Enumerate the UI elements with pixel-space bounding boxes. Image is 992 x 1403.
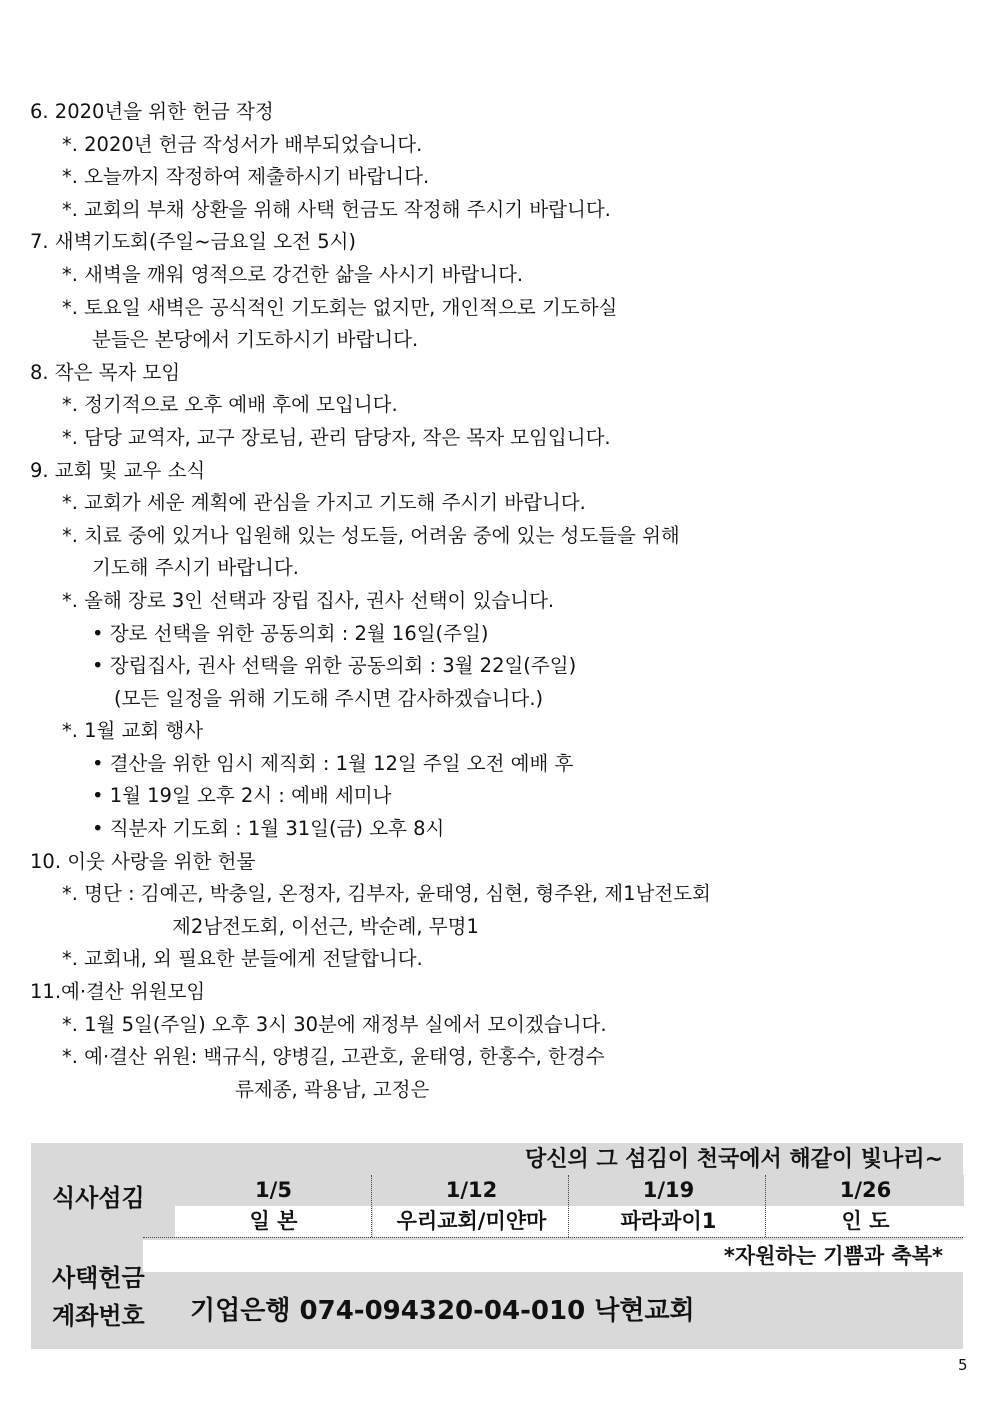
section-heading: 10. 이웃 사랑을 위한 헌물 xyxy=(30,849,256,873)
section-heading: 7. 새벽기도회(주일~금요일 오전 5시) xyxy=(30,230,357,254)
announcement-line: *. 정기적으로 오후 예배 후에 모입니다. xyxy=(62,393,398,417)
announcement-line: • 결산을 위한 임시 제직회 : 1월 12일 주일 오전 예배 후 xyxy=(92,751,574,775)
announcement-line: *. 1월 5일(주일) 오후 3시 30분에 재정부 실에서 모이겠습니다. xyxy=(62,1012,607,1036)
section-heading: 8. 작은 목자 모임 xyxy=(30,360,181,384)
announcement-line: *. 오늘까지 작정하여 제출하시기 바랍니다. xyxy=(62,165,430,189)
section-heading: 11.예·결산 위원모임 xyxy=(30,980,206,1004)
announcement-line: *. 새벽을 깨워 영적으로 강건한 삶을 사시기 바랍니다. xyxy=(62,262,524,286)
column-divider xyxy=(371,1175,372,1237)
announcement-line: 기도해 주시기 바랍니다. xyxy=(92,556,299,580)
schedule-date: 1/26 xyxy=(767,1175,964,1206)
meal-service-label: 식사섬김 xyxy=(52,1184,145,1212)
announcement-line: *. 교회가 세운 계획에 관심을 가지고 기도해 주시기 바랍니다. xyxy=(62,491,586,515)
announcement-line: • 장립집사, 권사 선택을 위한 공동의회 : 3월 22일(주일) xyxy=(92,654,577,678)
column-divider xyxy=(568,1175,569,1237)
announcement-line: • 직분자 기도회 : 1월 31일(금) 오후 8시 xyxy=(92,817,445,841)
announcement-line: • 장로 선택을 위한 공동의회 : 2월 16일(주일) xyxy=(92,621,489,645)
announcement-line: *. 교회의 부채 상환을 위해 사택 헌금도 작정해 주시기 바랍니다. xyxy=(62,197,611,221)
schedule-date: 1/19 xyxy=(570,1175,767,1206)
meal-schedule-table xyxy=(143,1175,963,1239)
account-label: 계좌번호 xyxy=(52,1302,145,1330)
announcement-line: *. 치료 중에 있거나 입원해 있는 성도들, 어려움 중에 있는 성도들을 위해 xyxy=(62,523,680,547)
schedule-name: 파라과이1 xyxy=(570,1206,767,1237)
row-divider xyxy=(143,1237,963,1238)
announcement-line: *. 올해 장로 3인 선택과 장립 집사, 권사 선택이 있습니다. xyxy=(62,588,555,612)
announcement-line: 분들은 본당에서 기도하시기 바랍니다. xyxy=(92,328,419,352)
offering-label: 사택헌금 xyxy=(52,1264,145,1292)
schedule-name: 인 도 xyxy=(767,1206,964,1237)
schedule-date: 1/12 xyxy=(373,1175,570,1206)
bank-account: 기업은행 074-094320-04-010 낙현교회 xyxy=(190,1296,695,1326)
announcement-line: *. 담당 교역자, 교구 장로님, 관리 담당자, 작은 목자 모임입니다. xyxy=(62,425,611,449)
section-heading: 9. 교회 및 교우 소식 xyxy=(30,458,206,482)
announcement-line: *. 명단 : 김예곤, 박충일, 온정자, 김부자, 윤태영, 심현, 형주완, 제1남전도회 xyxy=(62,882,711,906)
slogan: 당신의 그 섬김이 천국에서 해같이 빛나리~ xyxy=(524,1147,943,1172)
section-heading: 6. 2020년을 위한 헌금 작정 xyxy=(30,100,274,123)
announcement-line: 제2남전도회, 이선근, 박순례, 무명1 xyxy=(172,914,479,938)
schedule-name: 일 본 xyxy=(175,1206,372,1237)
announcement-line: (모든 일정을 위해 기도해 주시면 감사하겠습니다.) xyxy=(114,686,544,710)
announcement-list xyxy=(30,96,960,1106)
announcement-line: *. 2020년 헌금 작성서가 배부되었습니다. xyxy=(62,132,423,156)
announcement-line: 류제종, 곽용남, 고정은 xyxy=(235,1077,430,1101)
announcement-line: *. 교회내, 외 필요한 분들에게 전달합니다. xyxy=(62,947,423,971)
announcement-line: *. 예·결산 위원: 백규식, 양병길, 고관호, 윤태영, 한홍수, 한경수 xyxy=(62,1045,605,1069)
blessing-text: *자원하는 기쁨과 축복* xyxy=(143,1240,963,1272)
announcement-line: *. 1월 교회 행사 xyxy=(62,719,204,743)
column-divider xyxy=(765,1175,766,1237)
schedule-name: 우리교회/미얀마 xyxy=(373,1206,570,1237)
page-number: 5 xyxy=(958,1356,968,1374)
announcement-line: • 1월 19일 오후 2시 : 예배 세미나 xyxy=(92,784,392,808)
announcement-line: *. 토요일 새벽은 공식적인 기도회는 없지만, 개인적으로 기도하실 xyxy=(62,295,618,319)
schedule-date: 1/5 xyxy=(175,1175,372,1206)
